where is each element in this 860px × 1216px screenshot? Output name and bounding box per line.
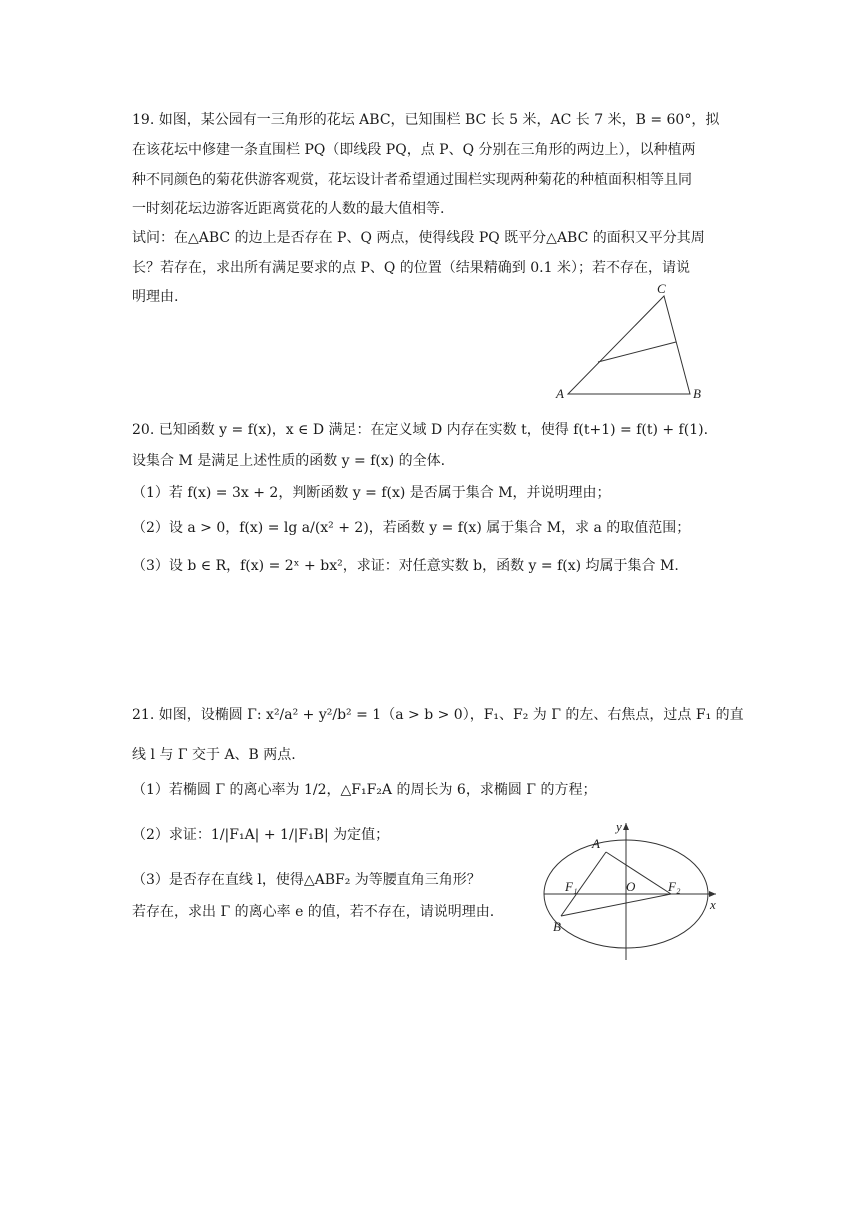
- q21-line-2: 线 l 与 Γ 交于 A、B 两点.: [132, 747, 296, 763]
- label-y: y: [616, 819, 622, 834]
- ellipse-figure: [540, 815, 730, 969]
- label-x: x: [710, 897, 716, 912]
- q20-line-1: 20. 已知函数 y = f(x)，x ∈ D 满足：在定义域 D 内存在实数 t，使得 f(t+1) = f(t) + f(1).: [132, 422, 709, 438]
- y-axis-arrow: [623, 823, 629, 830]
- q21-line-3: （1）若椭圆 Γ 的离心率为 1/2，△F₁F₂A 的周长为 6，求椭圆 Γ 的方程；: [132, 782, 597, 798]
- q19-line-3: 种不同颜色的菊花供游客观赏，花坛设计者希望通过围栏实现两种菊花的种植面积相等且同: [132, 172, 692, 188]
- segment-af2: [606, 852, 671, 894]
- q20-line-2: 设集合 M 是满足上述性质的函数 y = f(x) 的全体.: [132, 453, 446, 469]
- q21-line-5: （3）是否存在直线 l，使得△ABF₂ 为等腰直角三角形？: [132, 872, 481, 888]
- q19-line-4: 一时刻花坛边游客近距离赏花的人数的最大值相等.: [132, 201, 445, 217]
- label-f2: F₂: [668, 879, 681, 894]
- q20-line-4: （2）设 a > 0，f(x) = lg a/(x² + 2)，若函数 y = f(x) 属于集合 M，求 a 的取值范围；: [132, 520, 691, 536]
- label-c: C: [657, 281, 666, 296]
- q20-line-3: （1）若 f(x) = 3x + 2，判断函数 y = f(x) 是否属于集合 M，并说明理由；: [132, 485, 611, 501]
- q21-line-1: 21. 如图，设椭圆 Γ: x²/a² + y²/b² = 1（a > b > 0），F₁、F₂ 为 Γ 的左、右焦点，过点 F₁ 的直: [132, 707, 744, 723]
- triangle-figure: [550, 280, 720, 409]
- q19-line-6: 长？若存在，求出所有满足要求的点 P、Q 的位置（结果精确到 0.1 米）；若不存在，请说: [132, 260, 690, 276]
- q19-line-1: 19. 如图，某公园有一三角形的花坛 ABC，已知围栏 BC 长 5 米，AC 长 7 米，B = 60°，拟: [132, 112, 720, 128]
- label-b: B: [553, 919, 561, 934]
- q19-line-2: 在该花坛中修建一条直围栏 PQ（即线段 PQ，点 P、Q 分别在三角形的两边上），以种植两: [132, 142, 696, 158]
- label-o: O: [626, 879, 636, 894]
- q19-line-7: 明理由.: [132, 289, 179, 305]
- label-a: A: [556, 386, 564, 401]
- q19-line-5: 试问：在△ABC 的边上是否存在 P、Q 两点，使得线段 PQ 既平分△ABC 的面积又平分其周: [132, 230, 705, 246]
- q20-line-5: （3）设 b ∈ R，f(x) = 2ˣ + bx²，求证：对任意实数 b，函数 y = f(x) 均属于集合 M.: [132, 558, 679, 574]
- triangle-abc: [568, 296, 690, 394]
- q21-line-6: 若存在，求出 Γ 的离心率 e 的值，若不存在，请说明理由.: [132, 904, 495, 920]
- label-a: A: [592, 836, 600, 851]
- q21-line-4: （2）求证：1/|F₁A| + 1/|F₁B| 为定值；: [132, 827, 390, 843]
- label-f1: F₁: [565, 879, 578, 894]
- label-b: B: [693, 386, 701, 401]
- segment-bf2: [561, 894, 671, 916]
